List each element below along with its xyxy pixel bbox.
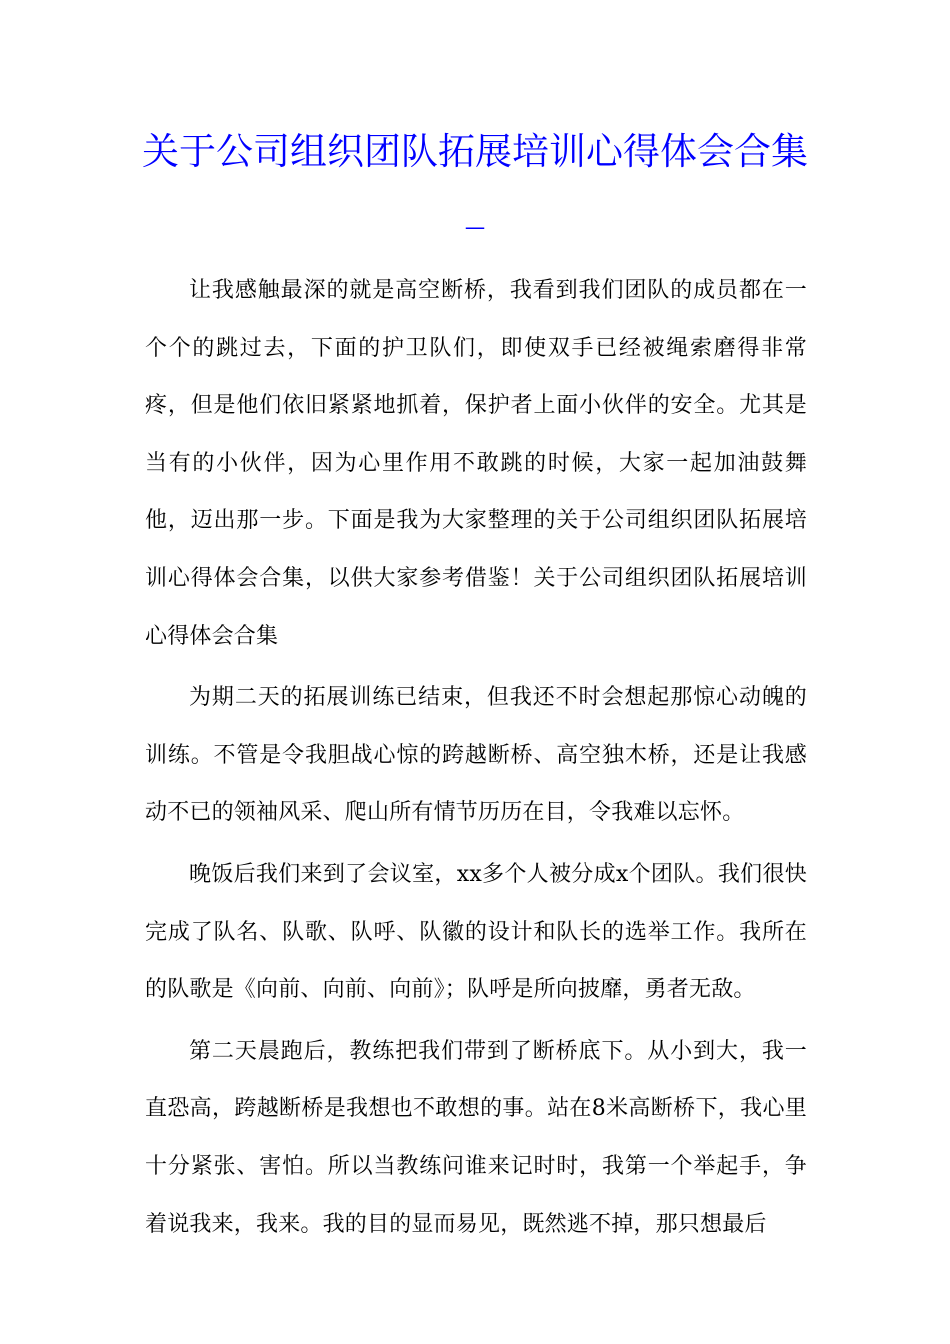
paragraph-4: 第二天晨跑后，教练把我们带到了断桥底下。从小到大，我一直恐高，跨越断桥是我想也不敢想的事。站在8米高断桥下，我心里十分紧张、害怕。所以当教练问谁来记时时，我第一个举起手，争着说我来，我来。我的目的显而易见，既然逃不掉，那只想最后 (145, 1038, 807, 1237)
paragraph-1: 让我感触最深的就是高空断桥，我看到我们团队的成员都在一个个的跳过去，下面的护卫队们，即使双手已经被绳索磨得非常疼，但是他们依旧紧紧地抓着，保护者上面小伙伴的安全。尤其是当有的小伙伴，因为心里作用不敢跳的时候，大家一起加油鼓舞他，迈出那一步。下面是我为大家整理的关于公司组织团队拓展培训心得体会合集，以供大家参考借鉴！关于公司组织团队拓展培训心得体会合集 (145, 278, 807, 649)
document-title: 关于公司组织团队拓展培训心得体会合集_ (142, 130, 808, 229)
document-body (145, 262, 807, 1257)
paragraph-3: 晚饭后我们来到了会议室，xx多个人被分成x个团队。我们很快完成了队名、队歌、队呼、队徽的设计和队长的选举工作。我所在的队歌是《向前、向前、向前》；队呼是所向披靡，勇者无敌。 (145, 861, 807, 1003)
paragraph-2: 为期二天的拓展训练已结束，但我还不时会想起那惊心动魄的训练。不管是令我胆战心惊的跨越断桥、高空独木桥，还是让我感动不已的领袖风采、爬山所有情节历历在目，令我难以忘怀。 (145, 685, 807, 826)
